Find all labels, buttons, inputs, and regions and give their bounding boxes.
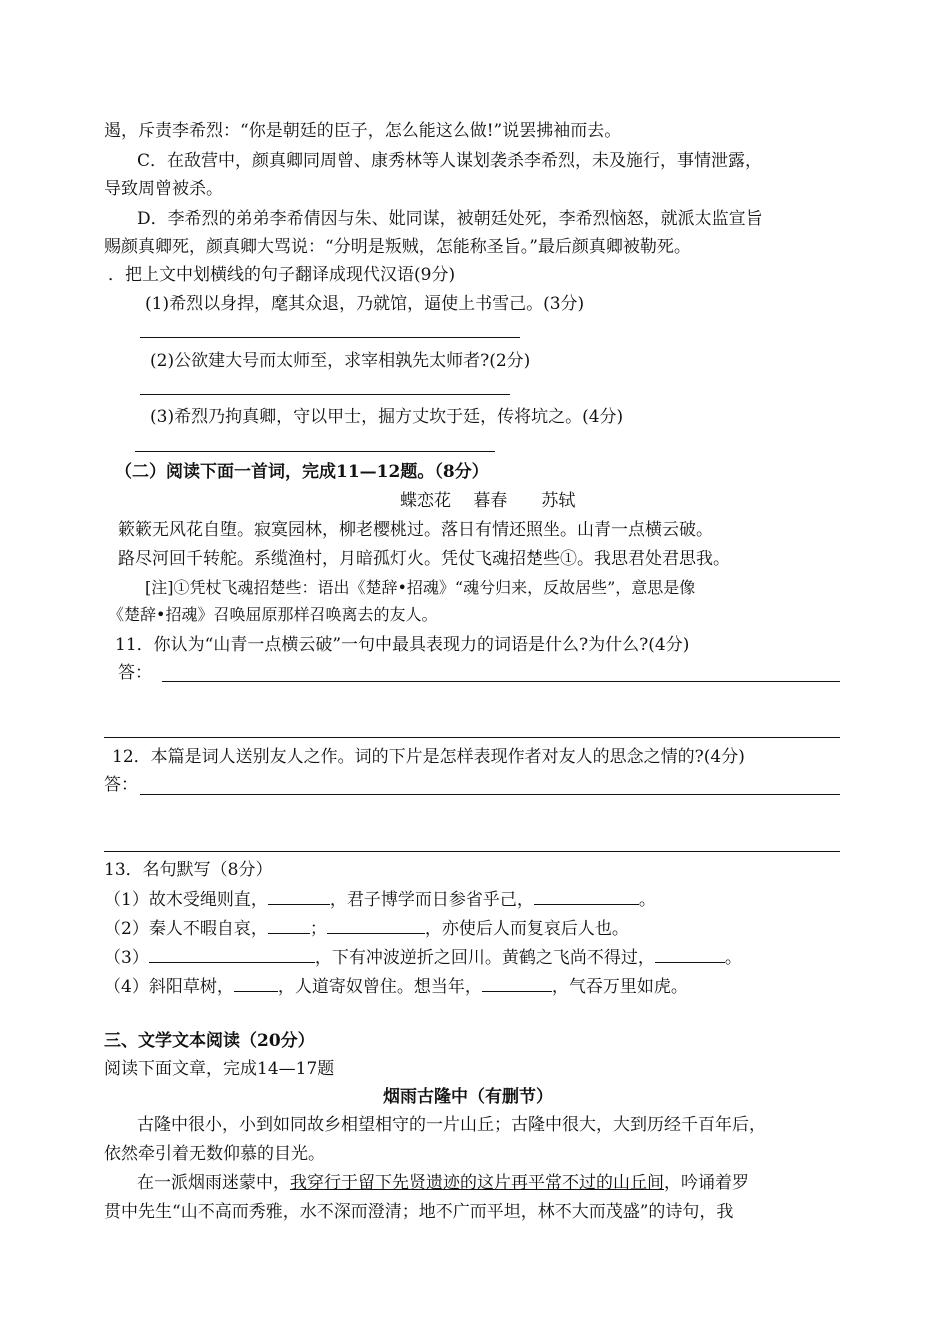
fill-blank[interactable] bbox=[268, 916, 310, 934]
text: （2）秦人不暇自哀， bbox=[104, 919, 268, 939]
fill-blank[interactable] bbox=[327, 916, 425, 934]
poem-line: 路尽河回千转舵。系缆渔村，月暗孤灯火。凭仗飞魂招楚些①。我思君处君思我。 bbox=[118, 549, 730, 569]
answer-line[interactable] bbox=[104, 737, 840, 738]
text: ； bbox=[309, 919, 327, 939]
paragraph-line bbox=[137, 1172, 749, 1194]
text-line: 遏，斥责李希烈：“你是朝廷的臣子，怎么能这么做!”说罢拂袖而去。 bbox=[104, 121, 622, 141]
text: ，下有冲波逆折之回川。黄鹤之飞尚不得过， bbox=[314, 948, 655, 968]
question-11: 11．你认为“山青一点横云破”一句中最具表现力的词语是什么?为什么?(4分) bbox=[115, 635, 690, 655]
section-instruction: 阅读下面文章，完成14—17题 bbox=[104, 1059, 335, 1079]
question-12: 12．本篇是词人送别友人之作。词的下片是怎样表现作者对友人的思念之情的?(4分) bbox=[112, 747, 745, 767]
paragraph-line: 古隆中很小，小到如同故乡相望相守的一片山丘；古隆中很大，大到历经千百年后， bbox=[137, 1115, 766, 1135]
text: 在一派烟雨迷蒙中， bbox=[137, 1173, 290, 1193]
fill-blank[interactable] bbox=[482, 974, 552, 992]
paragraph-line: 贯中先生“山不高而秀雅，水不深而澄清；地不广而平坦，林不大而茂盛”的诗句，我 bbox=[104, 1202, 734, 1222]
underlined-sentence: 我穿行于留下先贤遗迹的这片再平常不过的山丘间 bbox=[290, 1173, 664, 1193]
recitation-line-1 bbox=[104, 887, 656, 911]
option-c-line1: C．在敌营中，颜真卿同周曾、康秀林等人谋划袭杀李希烈，未及施行，事情泄露， bbox=[137, 151, 763, 171]
recitation-line-3 bbox=[104, 945, 742, 969]
question-13: 13．名句默写（8分） bbox=[104, 860, 273, 880]
answer-line[interactable] bbox=[140, 394, 510, 395]
answer-line[interactable] bbox=[140, 794, 840, 795]
fill-blank[interactable] bbox=[655, 945, 725, 963]
poem-note: [注]①凭杖飞魂招楚些：语出《楚辞•招魂》“魂兮归来，反故居些”，意思是像 bbox=[145, 578, 696, 597]
paragraph-line: 依然牵引着无数仰慕的目光。 bbox=[104, 1144, 325, 1164]
fill-blank[interactable] bbox=[149, 945, 315, 963]
fill-blank[interactable] bbox=[234, 974, 278, 992]
fill-blank[interactable] bbox=[268, 887, 330, 905]
text: 。 bbox=[638, 890, 656, 910]
text: 。 bbox=[724, 948, 742, 968]
question-10-title: ．把上文中划横线的句子翻译成现代汉语(9分) bbox=[108, 265, 456, 285]
text: ，吟诵着罗 bbox=[664, 1173, 749, 1193]
text: ，气吞万里如虎。 bbox=[551, 977, 688, 997]
question-10-item2: (2)公欲建大号而太师至，求宰相孰先太师者?(2分) bbox=[150, 351, 531, 371]
answer-line[interactable] bbox=[162, 681, 840, 682]
question-10-item3: (3)希烈乃拘真卿，守以甲士，掘方丈坎于廷，传将坑之。(4分) bbox=[150, 407, 624, 427]
text: ，亦使后人而复哀后人也。 bbox=[424, 919, 629, 939]
answer-label: 答： bbox=[104, 775, 138, 795]
fill-blank[interactable] bbox=[534, 887, 639, 905]
question-10-item1: (1)希烈以身捍，麾其众退，乃就馆，逼使上书雪己。(3分) bbox=[145, 294, 585, 314]
text: （3） bbox=[104, 948, 149, 968]
option-d-line1: D．李希烈的弟弟李希倩因与朱、妣同谋，被朝廷处死，李希烈恼怒，就派太监宣旨 bbox=[137, 209, 763, 229]
answer-line[interactable] bbox=[104, 851, 840, 852]
section-heading: 三、文学文本阅读（20分） bbox=[104, 1031, 315, 1051]
recitation-line-4 bbox=[104, 974, 688, 998]
text: ，君子博学而日参省乎己， bbox=[329, 890, 534, 910]
option-d-line2: 赐颜真卿死，颜真卿大骂说：“分明是叛贼，怎能称圣旨。”最后颜真卿被勒死。 bbox=[104, 237, 691, 257]
option-c-line2: 导致周曾被杀。 bbox=[104, 179, 223, 199]
poem-note: 《楚辞•招魂》召唤屈原那样召唤离去的友人。 bbox=[108, 605, 438, 624]
text: ，人道寄奴曾住。想当年， bbox=[277, 977, 482, 997]
text: （1）故木受绳则直， bbox=[104, 890, 268, 910]
answer-label: 答： bbox=[118, 663, 152, 683]
poem-line: 簌簌无风花自堕。寂寞园林，柳老樱桃过。落日有情还照坐。山青一点横云破。 bbox=[118, 520, 713, 540]
recitation-line-2 bbox=[104, 916, 629, 940]
article-title: 烟雨古隆中（有删节） bbox=[383, 1087, 553, 1107]
section-heading: （二）阅读下面一首词，完成11—12题。（8分） bbox=[115, 462, 489, 482]
answer-line[interactable] bbox=[135, 451, 495, 452]
poem-title: 蝶恋花 暮春 苏轼 bbox=[400, 491, 576, 511]
text: （4）斜阳草树， bbox=[104, 977, 234, 997]
answer-line[interactable] bbox=[140, 337, 520, 338]
